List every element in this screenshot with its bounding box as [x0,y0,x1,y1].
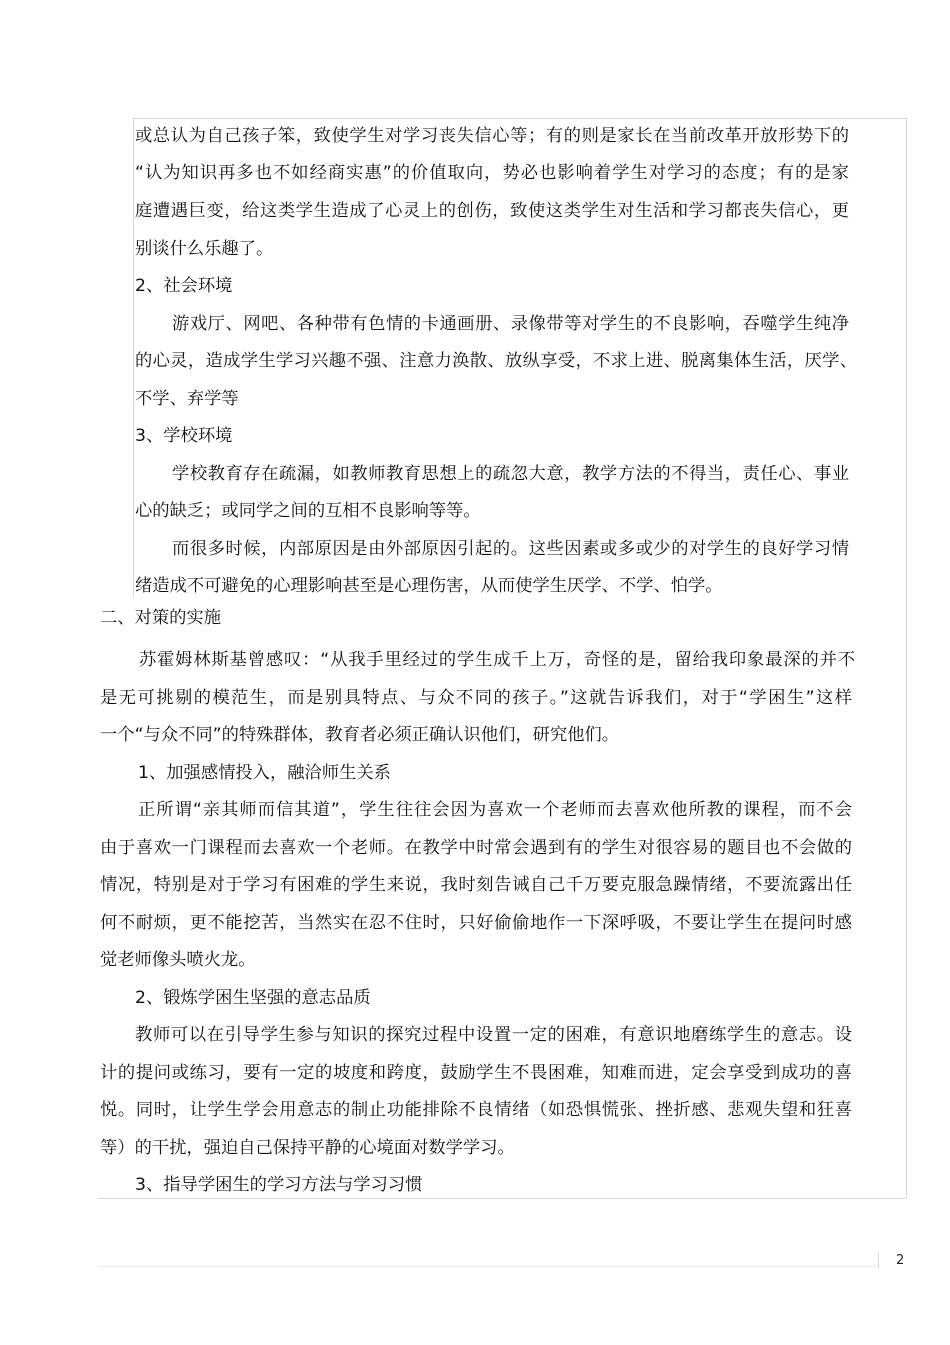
paragraph-line: 由于喜欢一门课程而去喜欢一个老师。在教学中时常会遇到有的学生对很容易的题目也不会做的 [100,838,852,858]
paragraph-line: 计的提问或练习，要有一定的坡度和跨度，鼓励学生不畏困难，知难而进，定会享受到成功的喜 [100,1063,852,1083]
paragraph-line: 的心灵，造成学生学习兴趣不强、注意力涣散、放纵享受，不求上进、脱离集体生活，厌学、 [135,351,857,371]
paragraph-line: 教师可以在引导学生参与知识的探究过程中设置一定的困难，有意识地磨练学生的意志。设 [135,1025,852,1045]
paragraph-line: 学校教育存在疏漏，如教师教育思想上的疏忽大意，教学方法的不得当，责任心、事业 [172,464,849,484]
footer-divider [878,1252,879,1268]
section-heading: 1、加强感情投入，融洽师生关系 [138,763,391,783]
paragraph-line: 庭遭遇巨变，给这类学生造成了心灵上的创伤，致使这类学生对生活和学习都丧失信心，更 [135,201,849,221]
frame-right-border [906,118,907,1198]
section-heading: 3、指导学困生的学习方法与学习习惯 [135,1175,423,1195]
section-heading: 2、锻炼学困生坚强的意志品质 [135,988,371,1008]
paragraph-line: 心的缺乏；或同学之间的互相不良影响等等。 [135,501,481,521]
paragraph-line: 何不耐烦，更不能挖苦，当然实在忍不住时，只好偷偷地作一下深呼吸，不要让学生在提问时感 [100,913,852,933]
page-number: 2 [896,1253,905,1268]
paragraph-line: 游戏厅、网吧、各种带有色情的卡通画册、录像带等对学生的不良影响，吞噬学生纯净 [172,314,849,334]
paragraph-line: 情况，特别是对于学习有困难的学生来说，我时刻告诫自己千万要克服急躁情绪，不要流露出任 [100,875,852,895]
paragraph-line: 别谈什么乐趣了。 [135,239,274,259]
paragraph-line: 或总认为自己孩子笨，致使学生对学习丧失信心等；有的则是家长在当前改革开放形势下的 [135,126,849,146]
frame-left-border [133,118,134,598]
paragraph-line: 而很多时候，内部原因是由外部原因引起的。这些因素或多或少的对学生的良好学习情 [172,539,849,559]
paragraph-line: 觉老师像头喷火龙。 [100,950,256,970]
paragraph-line: 是无可挑剔的模范生，而是别具特点、与众不同的孩子。”这就告诉我们，对于“学困生”这样 [100,688,852,708]
paragraph-line: 正所谓“亲其师而信其道”，学生往往会因为喜欢一个老师而去喜欢他所教的课程，而不会 [138,800,852,820]
section-heading: 二、对策的实施 [100,608,221,628]
paragraph-line: 不学、弃学等 [135,389,239,409]
paragraph-line: “认为知识再多也不如经商实惠”的价值取向，势必也影响着学生对学习的态度；有的是家 [135,163,849,183]
paragraph-line: 苏霍姆林斯基曾感叹：“从我手里经过的学生成千上万，奇怪的是，留给我印象最深的并不 [139,650,855,670]
frame-bottom-border [98,1198,906,1199]
paragraph-line: 一个“与众不同”的特殊群体，教育者必须正确认识他们，研究他们。 [100,725,620,745]
paragraph-line: 悦。同时，让学生学会用意志的制止功能排除不良情绪（如恐惧慌张、挫折感、悲观失望和狂喜 [100,1100,852,1120]
footer-rule [98,1266,878,1267]
frame-top-border [133,118,906,119]
section-heading: 2、社会环境 [135,276,233,296]
paragraph-line: 绪造成不可避免的心理影响甚至是心理伤害，从而使学生厌学、不学、怕学。 [135,576,723,596]
paragraph-line: 等）的干扰，强迫自己保持平静的心境面对数学学习。 [100,1138,515,1158]
section-heading: 3、学校环境 [135,426,233,446]
